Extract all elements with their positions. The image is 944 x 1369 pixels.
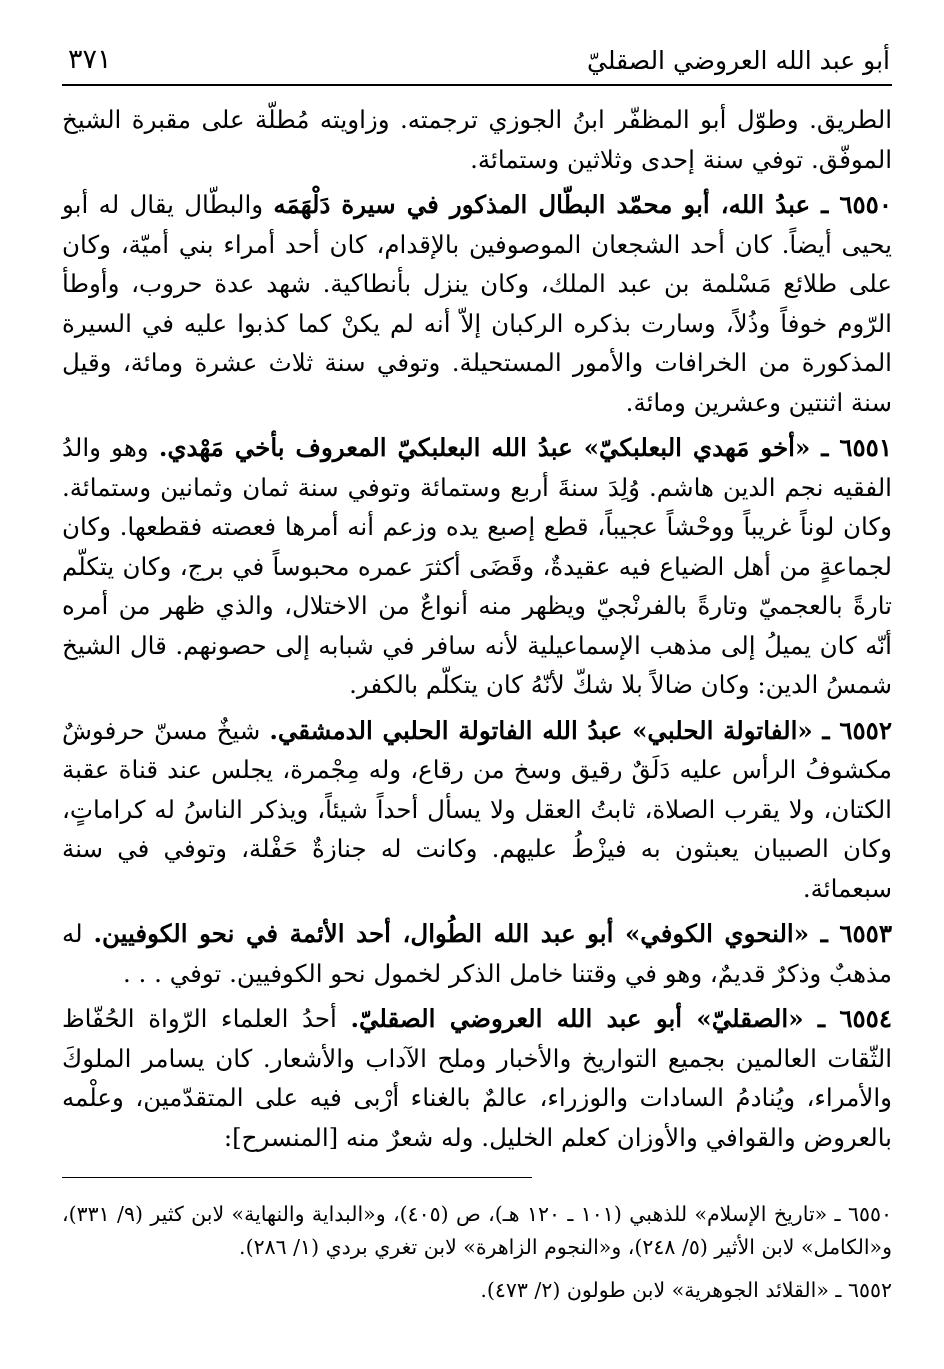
footnote-divider xyxy=(62,1177,532,1184)
entry-text: شيخٌ مسنّ حرفوشٌ مكشوفُ الرأس عليه دَلَقٌ رقيق وسخ من رقاع، وله مِجْمرة، يجلس عند قناة عقبة الكتان، ولا يقرب الصلاة، ثابتُ العقل ولا يسأل أحداً شيئاً، ويذكر الناسُ له كراماتٍ، وكان الصبيان يعبثون به فيزْطُ عليهم. وكانت له جنازةٌ حَفْلة، وتوفي في سنة سبعمائة. xyxy=(62,715,892,903)
entry-6553 xyxy=(62,914,892,993)
entry-text: أحدُ العلماء الرّواة الحُفّاظ الثّقات العالمين بجميع التواريخ والأخبار وملح الآداب والأشعار. كان يسامر الملوكَ والأمراء، ويُنادمُ السادات والوزراء، عالمٌ بالغناء أرْبى فيه على المتقدّمين، وعلْمه بالعروض والقوافي والأوزان كعلم الخليل. وله شعرٌ منه [المنسرح]: xyxy=(62,1004,892,1152)
entry-text: والبطّال يقال له أبو يحيى أيضاً. كان أحد الشجعان الموصوفين بالإقدام، كان أحد أمراء بني أميّة، وكان على طلائع مَسْلمة بن عبد الملك، وكان ينزل بأنطاكية. شهد عدة حروب، وأوطأ الرّوم خوفاً وذُلاً، وسارت بذكره الركبان إلاّ أنه لم يكنْ كما كذبوا عليه في السيرة المذكورة من الخرافات والأمور المستحيلة. وتوفي سنة ثلاث عشرة ومائة، وقيل سنة اثنتين وعشرين ومائة. xyxy=(62,190,892,417)
paragraph-text: الطريق. وطوّل أبو المظفّر ابنُ الجوزي ترجمته. وزاويته مُطلّة على مقبرة الشيخ الموفّق. توفي سنة إحدى وثلاثين وستمائة. xyxy=(62,105,892,174)
page-number: ٣٧١ xyxy=(68,44,112,75)
footnotes xyxy=(62,1198,892,1307)
entry-text: له مذهبٌ وذكرٌ قديمٌ، وهو في وقتنا خامل الذكر لخمول نحو الكوفيين. توفي . . . xyxy=(62,919,892,988)
entry-heading: ٦٥٥٣ ـ «النحوي الكوفي» أبو عبد الله الطُوال، أحد الأئمة في نحو الكوفيين. xyxy=(93,919,892,948)
footnote-6550: ٦٥٥٠ ـ «تاريخ الإسلام» للذهبي (١٠١ ـ ١٢٠ هـ)، ص (٤٠٥)، و«البداية والنهاية» لابن كثير (٩/ ٣٣١)، و«الكامل» لابن الأثير (٥/ ٢٤٨)، و«النجوم الزاهرة» لابن تغري بردي (١/ ٢٨٦). xyxy=(62,1202,892,1259)
entry-heading: ٦٥٥٤ ـ «الصقليّ» أبو عبد الله العروضي الصقليّ. xyxy=(350,1004,892,1033)
footnote-6552: ٦٥٥٢ ـ «القلائد الجوهرية» لابن طولون (٢/ ٤٧٣). xyxy=(480,1278,892,1302)
entry-heading: ٦٥٥٠ ـ عبدُ الله، أبو محمّد البطّال المذكور في سيرة دَلْهَمَه xyxy=(273,190,892,219)
entry-6554 xyxy=(62,999,892,1157)
entry-6552 xyxy=(62,711,892,909)
entry-text: وهو والدُ الفقيه نجم الدين هاشم. وُلِدَ سنةَ أربع وستمائة وتوفي سنة ثمان وثمانين وستمائة. وكان لوناً غريباً ووحْشاً عجيباً، قطع إصبع يده وزعم أنه أمرها فعصته فقطعها. وكان لجماعةٍ من أهل الضياع فيه عقيدةٌ، وقَضَى أكثرَ عمره محبوساً في برج، وكان يتكلّم تارةً بالعجميّ وتارةً بالفرنْجيّ ويظهر منه أنواعٌ من الاختلال، والذي ظهر من أمره أنّه كان يميلُ إلى مذهب الإسماعيلية لأنه سافر في شبابه إلى حصونهم. قال الشيخ شمسُ الدين: وكان ضالاً بلا شكّ لأنّهُ كان يتكلّم بالكفر. xyxy=(62,433,892,699)
paragraph-continuation xyxy=(62,100,892,179)
page-header xyxy=(62,38,892,86)
entry-heading: ٦٥٥١ ـ «أخو مَهدي البعلبكيّ» عبدُ الله البعلبكيّ المعروف بأخي مَهْدي. xyxy=(158,433,892,462)
running-title: أبو عبد الله العروضي الصقليّ xyxy=(587,46,890,75)
main-text xyxy=(62,100,892,1157)
entry-6551 xyxy=(62,428,892,705)
entry-heading: ٦٥٥٢ ـ «الفاتولة الحلبي» عبدُ الله الفاتولة الحلبي الدمشقي. xyxy=(269,715,892,745)
entry-6550 xyxy=(62,185,892,422)
